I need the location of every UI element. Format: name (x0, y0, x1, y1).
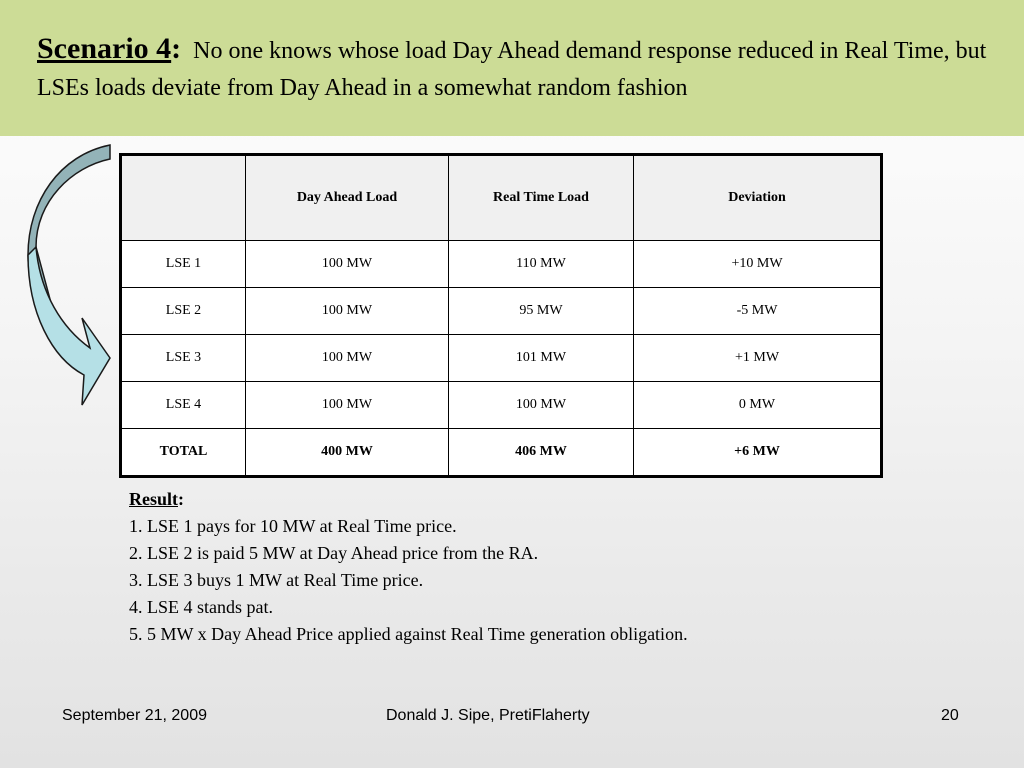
table-row (121, 335, 882, 382)
table-cell: TOTAL (121, 429, 246, 477)
column-header (121, 155, 246, 241)
table-row (121, 288, 882, 335)
table-cell: LSE 2 (121, 288, 246, 335)
result-section (129, 486, 1009, 648)
table-cell: 0 MW (634, 382, 882, 429)
curved-arrow-icon (22, 143, 122, 408)
list-item: 1. LSE 1 pays for 10 MW at Real Time price. (129, 516, 457, 536)
slide-title (37, 30, 1012, 107)
table-cell: 100 MW (246, 288, 449, 335)
table-cell: +1 MW (634, 335, 882, 382)
table-cell: 100 MW (246, 241, 449, 288)
table-cell: 406 MW (449, 429, 634, 477)
column-header: Day Ahead Load (246, 155, 449, 241)
table-cell: -5 MW (634, 288, 882, 335)
table-cell: LSE 1 (121, 241, 246, 288)
header-banner (0, 0, 1024, 136)
list-item: 3. LSE 3 buys 1 MW at Real Time price. (129, 570, 424, 590)
table-cell: 100 MW (246, 382, 449, 429)
column-header: Real Time Load (449, 155, 634, 241)
table-cell: 100 MW (449, 382, 634, 429)
table-cell: 400 MW (246, 429, 449, 477)
table-row (121, 382, 882, 429)
table-header-row (121, 155, 882, 241)
table-total-row (121, 429, 882, 477)
result-colon: : (178, 489, 184, 509)
footer-author: Donald J. Sipe, PretiFlaherty (386, 707, 590, 724)
footer-date: September 21, 2009 (62, 707, 207, 724)
table-cell: 95 MW (449, 288, 634, 335)
load-deviation-table (119, 153, 883, 478)
table-cell: +10 MW (634, 241, 882, 288)
list-item: 4. LSE 4 stands pat. (129, 597, 273, 617)
scenario-colon: : (171, 32, 182, 65)
result-title: Result (129, 489, 178, 509)
table-cell: 110 MW (449, 241, 634, 288)
list-item: 2. LSE 2 is paid 5 MW at Day Ahead price from the RA. (129, 543, 539, 563)
table-cell: +6 MW (634, 429, 882, 477)
result-heading (129, 486, 1009, 513)
table-cell: 101 MW (449, 335, 634, 382)
scenario-description: No one knows whose load Day Ahead demand response reduced in Real Time, but LSEs loads deviate from Day Ahead in a somewhat random fashion (37, 38, 987, 101)
result-list (129, 513, 1009, 648)
list-item: 5. 5 MW x Day Ahead Price applied against Real Time generation obligation. (129, 624, 688, 644)
table-cell: LSE 4 (121, 382, 246, 429)
column-header: Deviation (634, 155, 882, 241)
footer-page-number: 20 (941, 707, 959, 724)
table-row (121, 241, 882, 288)
table-cell: 100 MW (246, 335, 449, 382)
scenario-label: Scenario 4 (37, 32, 172, 65)
table-cell: LSE 3 (121, 335, 246, 382)
